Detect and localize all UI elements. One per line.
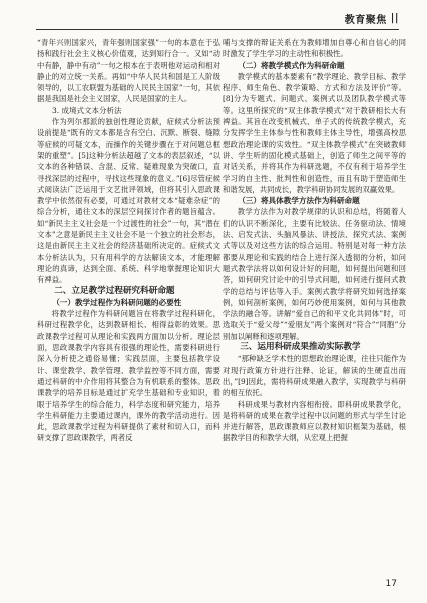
subsection-heading: （三）将具体教学方法作为科研命题 <box>238 196 360 206</box>
paragraph: “那种缺乏学术性的思想政治理论课，往往只能作为对现行政策方针进行注释、论证，解读的生硬直出而出，”[9]因此，需将科研成果融入教学，实现教学与科研的相互依托。 <box>223 354 406 398</box>
left-column <box>37 37 220 444</box>
section-heading: 三、运用科研成果推动实际教学 <box>240 342 361 353</box>
header-rule <box>36 29 399 30</box>
right-column <box>223 37 406 444</box>
paragraph: 哺与支撑的辩证关系在为教师增加自尊心和自信心的同时激发了学生学习的主动性和积极性。 <box>223 38 406 59</box>
subsection-heading: 3. 成境式文本分析法 <box>52 105 122 115</box>
header-separator: || <box>390 12 399 24</box>
paragraph: 教学模式的基本要素有“教学理论、教学目标、教学程序、师生角色、教学策略、方式和方法及评价”等。[8]分为专题式、问题式、案例式以及团队教学模式等等。这里所探究的“双主体教学模式”对于教研相长大有裨益。其旨在改变机械式、单子式的传统教学模式，充分发挥学生主体参与性和教师主体主导性，增强高校思想政治理论课的实效性。“双主体教学模式”在突破教师讲、学生听的固化模式基础上，创造了师生之间平等的对话关系，并将其作为科研选题，不仅有利于培养学生学习的自主性、批判性和创造性，而且有助于塑造师生和谐发展，共同成长，教学科研协同发展的双赢效果。 <box>223 71 406 194</box>
paragraph: 科研成果与教材内容相衔接。即科研成果教学化，是将科研的成果在教学过程中以问题的形式与学生讨论并进行解答，思政课教师应以教材知识框架为基础，根据教学目的和教学大纲，从宏观上把握 <box>223 399 406 443</box>
paragraph: 作为列尔那派的独创性理论贡献，症候式分析法预设前提是“既有的文本都是含有空白、沉默、断裂、缝隙等症候的可疑文本，而操作的关键步骤在于对问题总框架的重塑”。[5]这种分析法超越了文本的表层叙述，“以文本的各种错误、含混、反常、疑难现象为突破口，直寻找深层的过程中，寻找这些现象的意义。”[6]尽管症候式阅读法广泛运用于文艺批评领域，但将其引入思政课教学中依然很有必要，可通过对教材文本“疑难杂症”的综合分析，通往文本的深层空间探讨作者的题旨蕴含。如“新民主主义社会是一个过渡性的社会”一句，其“潜在文本”之意是新民主主义社会不是一个独立的社会形态，这是由新民主主义社会的经济基础所决定的。症候式文本分析法认为，只有用科学的方法解读文本，才能理解理论的真谛，达到全面、系统、科学地掌握理论知识大有裨益。 <box>37 117 220 285</box>
column-title: 教育聚焦 <box>344 14 387 26</box>
paragraph: 教学方法作为对教学规律的认识和总结，将随着人们的认识不断深化，主要有比较法、任务驱动法、情境法、启发式法、头脑风暴法、讲授法、探究式法、案例式等以及对这些方法的综合运用。特别是对每一种方法都要从理论和实践的结合上进行深入透彻的分析，如问题式教学法将以如何设计好的问题，如何提出问题和回答，如何研究讨论中的引导式问题，如何进行提问式教学的总结与评估等入手。案例式教学将研究如何选择案例，如何剖析案例，如何巧妙使用案例，如何与其他教学法的融合等。讲解“爱自己的和平文化共同体”时，可选取关于“爱父母”“爱朋友”两个案例对“符合”“同胞”分别加以阐释和逐项理解。 <box>223 207 406 341</box>
page-number: 17 <box>385 579 397 589</box>
section-heading: 二、立足教学过程研究科研命题 <box>54 285 175 296</box>
paragraph: “青年兴则国家兴，青年强则国家强”一句的本意在于弘扬和践行社会主义核心价值观，达到知行合一。又如“动中有静，静中有动”一句之根本在于表明他对运动和相对静止的对立统一关系。再如“中华人民共和国是工人阶级领导的，以工农联盟为基础的人民民主国家”一句，其依据是我国是社会主义国家，人民是国家的主人。 <box>37 38 220 104</box>
paragraph: 将教学过程作为科研问题旨在将教学过程科研化，科研过程教学化，达到教研相长、相得益彰的效果。思政课教学过程可从理论和实践两方面加以分析。理论层面，思政课教学内容具有很强的理论性，需要科研进行深入分析使之通俗易懂；实践层面，主要包括教学设计、课堂教学、教学管理、教学监控等不同方面，需要通过科研的中介作用将其整合为有机联系的整体。思政课教学的培养目标是通过扩充学生基础和专业知识，着眼于培养学生的综合能力，科学态度和研究能力，培养学生科研能力主要通过课内，课外的教学活动进行。因此，思政课教学过程为科研提供了素材和切入口，而科研支撑了思政课教学，两者反 <box>37 309 220 443</box>
journal-header <box>36 8 399 28</box>
subsection-heading: （一）教学过程作为科研问题的必要性 <box>52 297 182 307</box>
subsection-heading: （二）将教学模式作为科研命题 <box>238 60 345 70</box>
